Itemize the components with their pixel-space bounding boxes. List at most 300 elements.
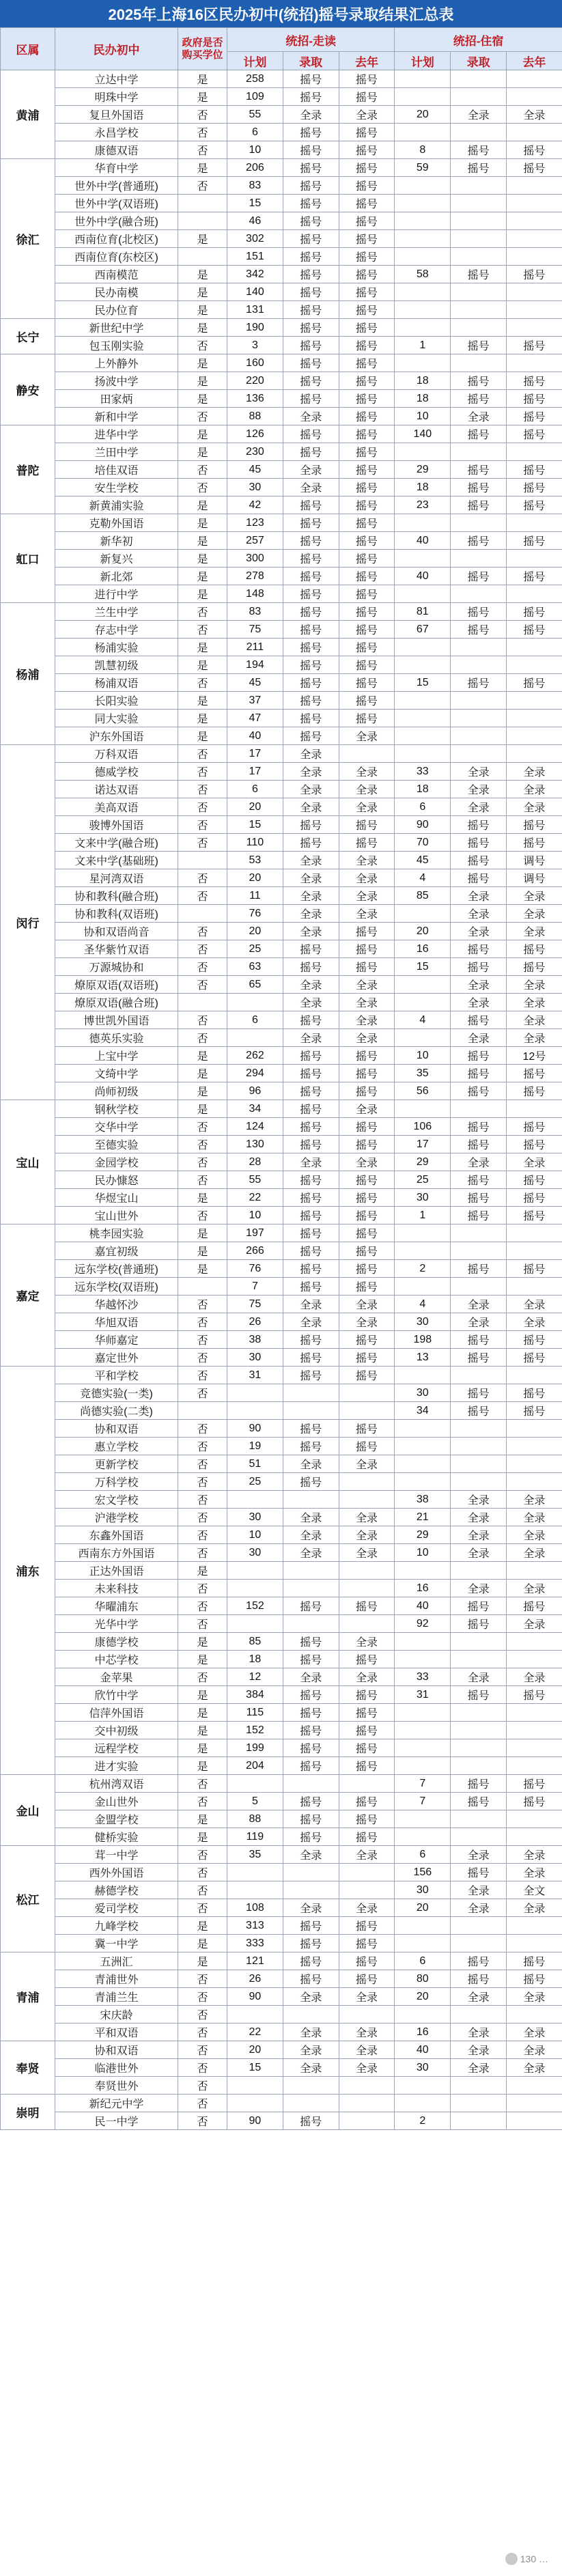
- cell-school: 康德双语: [55, 141, 178, 159]
- cell-walk-plan: [227, 1864, 283, 1881]
- cell-board-plan: 10: [395, 408, 451, 425]
- cell-school: 德英乐实验: [55, 1029, 178, 1047]
- cell-walk-admit: 摇号: [283, 568, 339, 585]
- cell-walk-plan: 22: [227, 1189, 283, 1207]
- cell-board-plan: 140: [395, 425, 451, 443]
- cell-school: 青浦兰生: [55, 1988, 178, 2006]
- cell-board-admit: [451, 2095, 507, 2112]
- cell-school: 进行中学: [55, 585, 178, 603]
- cell-walk-lastyear: 摇号: [339, 159, 395, 177]
- cell-school: 新纪元中学: [55, 2095, 178, 2112]
- table-body: [1, 70, 562, 2130]
- cell-board-lastyear: [506, 354, 562, 372]
- header-board-lastyear: 去年: [506, 52, 562, 70]
- cell-gov: 是: [178, 1100, 227, 1118]
- cell-school: 西南位育(北校区): [55, 230, 178, 248]
- cell-board-admit: [451, 639, 507, 656]
- table-row: [1, 2024, 562, 2041]
- cell-walk-admit: 摇号: [283, 710, 339, 727]
- cell-walk-plan: 25: [227, 940, 283, 958]
- cell-board-admit: [451, 1242, 507, 1260]
- cell-walk-plan: 131: [227, 301, 283, 319]
- cell-walk-lastyear: 摇号: [339, 585, 395, 603]
- cell-walk-lastyear: [339, 1580, 395, 1597]
- cell-board-plan: [395, 1810, 451, 1828]
- cell-board-lastyear: [506, 70, 562, 88]
- cell-board-lastyear: [506, 177, 562, 195]
- cell-board-lastyear: 摇号: [506, 816, 562, 834]
- cell-walk-admit: 摇号: [283, 1722, 339, 1739]
- table-row: [1, 2041, 562, 2059]
- district-name: 长宁: [1, 319, 55, 354]
- cell-board-admit: 全录: [451, 798, 507, 816]
- cell-board-plan: 58: [395, 266, 451, 283]
- cell-board-admit: 全录: [451, 1668, 507, 1686]
- cell-walk-plan: 45: [227, 461, 283, 479]
- cell-board-plan: 30: [395, 1189, 451, 1207]
- cell-board-admit: 全录: [451, 887, 507, 905]
- cell-gov: 是: [178, 283, 227, 301]
- cell-walk-plan: [227, 1615, 283, 1633]
- cell-walk-lastyear: 摇号: [339, 443, 395, 461]
- cell-school: 世外中学(双语班): [55, 195, 178, 212]
- cell-walk-plan: 220: [227, 372, 283, 390]
- table-row: [1, 88, 562, 106]
- district-name: 金山: [1, 1775, 55, 1846]
- cell-school: 爱司学校: [55, 1899, 178, 1917]
- cell-walk-plan: 10: [227, 1207, 283, 1224]
- cell-gov: 否: [178, 1970, 227, 1988]
- cell-walk-admit: 摇号: [283, 1260, 339, 1278]
- cell-board-admit: 摇号: [451, 1402, 507, 1420]
- cell-board-lastyear: 摇号: [506, 1171, 562, 1189]
- cell-school: 临港世外: [55, 2059, 178, 2077]
- cell-board-lastyear: [506, 319, 562, 337]
- cell-board-plan: 18: [395, 781, 451, 798]
- cell-walk-admit: 摇号: [283, 550, 339, 568]
- cell-school: 平和双语: [55, 2024, 178, 2041]
- cell-walk-plan: 55: [227, 1171, 283, 1189]
- table-row: [1, 124, 562, 141]
- cell-board-plan: [395, 1828, 451, 1846]
- cell-board-lastyear: [506, 1473, 562, 1491]
- cell-school: 燎原双语(双语班): [55, 976, 178, 994]
- cell-school: 万源城协和: [55, 958, 178, 976]
- cell-school: 燎原双语(融合班): [55, 994, 178, 1011]
- cell-gov: 否: [178, 834, 227, 852]
- table-row: [1, 869, 562, 887]
- cell-board-lastyear: 全录: [506, 1296, 562, 1313]
- table-row: [1, 1580, 562, 1597]
- cell-board-admit: [451, 195, 507, 212]
- cell-walk-lastyear: 摇号: [339, 1207, 395, 1224]
- cell-board-admit: 全录: [451, 1509, 507, 1526]
- cell-gov: [178, 1402, 227, 1420]
- cell-gov: 是: [178, 550, 227, 568]
- cell-board-admit: 摇号: [451, 496, 507, 514]
- cell-board-admit: [451, 1455, 507, 1473]
- cell-board-lastyear: 摇号: [506, 1349, 562, 1367]
- cell-board-plan: 6: [395, 1846, 451, 1864]
- table-row: [1, 1331, 562, 1349]
- cell-walk-admit: [283, 2077, 339, 2095]
- cell-school: 远东学校(普通班): [55, 1260, 178, 1278]
- cell-walk-lastyear: 摇号: [339, 1065, 395, 1082]
- cell-board-lastyear: 全录: [506, 1864, 562, 1881]
- cell-gov: 否: [178, 1793, 227, 1810]
- cell-board-admit: 摇号: [451, 603, 507, 621]
- cell-walk-lastyear: 摇号: [339, 816, 395, 834]
- cell-walk-lastyear: [339, 2006, 395, 2024]
- cell-walk-admit: 全录: [283, 852, 339, 869]
- cell-board-plan: [395, 550, 451, 568]
- cell-walk-plan: [227, 1580, 283, 1597]
- cell-board-plan: 40: [395, 1597, 451, 1615]
- cell-school: 世外中学(普通班): [55, 177, 178, 195]
- cell-walk-admit: 摇号: [283, 585, 339, 603]
- cell-walk-admit: 摇号: [283, 443, 339, 461]
- cell-board-lastyear: 摇号: [506, 621, 562, 639]
- cell-walk-plan: [227, 1491, 283, 1509]
- cell-walk-admit: 摇号: [283, 70, 339, 88]
- cell-board-plan: [395, 585, 451, 603]
- table-row: [1, 337, 562, 354]
- cell-walk-lastyear: 全录: [339, 1899, 395, 1917]
- table-row: [1, 1065, 562, 1082]
- cell-walk-lastyear: 全录: [339, 106, 395, 124]
- cell-board-plan: 16: [395, 2024, 451, 2041]
- cell-walk-plan: 51: [227, 1455, 283, 1473]
- table-row: [1, 940, 562, 958]
- cell-walk-lastyear: 全录: [339, 798, 395, 816]
- table-row: [1, 1544, 562, 1562]
- cell-walk-admit: 摇号: [283, 1136, 339, 1153]
- cell-walk-lastyear: [339, 1775, 395, 1793]
- cell-board-plan: 16: [395, 940, 451, 958]
- table-row: [1, 834, 562, 852]
- cell-school: 西南模范: [55, 266, 178, 283]
- cell-board-lastyear: [506, 2077, 562, 2095]
- cell-walk-plan: 152: [227, 1597, 283, 1615]
- cell-walk-admit: 摇号: [283, 1597, 339, 1615]
- table-row: [1, 1775, 562, 1793]
- cell-walk-admit: 全录: [283, 106, 339, 124]
- cell-board-plan: 4: [395, 1011, 451, 1029]
- cell-board-admit: 摇号: [451, 1207, 507, 1224]
- cell-walk-admit: 全录: [283, 479, 339, 496]
- cell-board-lastyear: 摇号: [506, 674, 562, 692]
- table-row: [1, 408, 562, 425]
- cell-school: 奉贤世外: [55, 2077, 178, 2095]
- cell-walk-admit: 全录: [283, 1526, 339, 1544]
- table-row: [1, 727, 562, 745]
- district-name: 杨浦: [1, 603, 55, 745]
- cell-walk-admit: 摇号: [283, 1189, 339, 1207]
- cell-board-admit: [451, 1651, 507, 1668]
- cell-walk-lastyear: [339, 1384, 395, 1402]
- cell-gov: 否: [178, 2095, 227, 2112]
- cell-board-admit: 摇号: [451, 1011, 507, 1029]
- cell-walk-plan: 42: [227, 496, 283, 514]
- table-row: [1, 2059, 562, 2077]
- table-row: [1, 319, 562, 337]
- cell-walk-lastyear: 摇号: [339, 1260, 395, 1278]
- cell-school: 立达中学: [55, 70, 178, 88]
- cell-school: 桃李园实验: [55, 1224, 178, 1242]
- cell-gov: 是: [178, 727, 227, 745]
- cell-board-plan: [395, 2006, 451, 2024]
- cell-school: 华煜宝山: [55, 1189, 178, 1207]
- cell-board-admit: 全录: [451, 1544, 507, 1562]
- cell-walk-lastyear: [339, 1473, 395, 1491]
- district-name: 奉贤: [1, 2041, 55, 2095]
- cell-walk-lastyear: 全录: [339, 905, 395, 923]
- cell-board-plan: 56: [395, 1082, 451, 1100]
- cell-board-lastyear: [506, 1562, 562, 1580]
- cell-walk-lastyear: 摇号: [339, 124, 395, 141]
- table-row: [1, 905, 562, 923]
- cell-walk-admit: 全录: [283, 1544, 339, 1562]
- cell-board-plan: [395, 656, 451, 674]
- table-row: [1, 1047, 562, 1065]
- cell-school: 金园学校: [55, 1153, 178, 1171]
- table-row: [1, 1455, 562, 1473]
- cell-school: 凯慧初级: [55, 656, 178, 674]
- cell-board-admit: 全录: [451, 976, 507, 994]
- cell-walk-plan: 206: [227, 159, 283, 177]
- cell-gov: 否: [178, 2059, 227, 2077]
- cell-board-lastyear: 全录: [506, 976, 562, 994]
- cell-gov: 否: [178, 479, 227, 496]
- header-board: 统招-住宿: [395, 28, 562, 52]
- cell-walk-admit: 全录: [283, 1153, 339, 1171]
- cell-gov: 是: [178, 88, 227, 106]
- cell-board-lastyear: 全录: [506, 798, 562, 816]
- table-row: [1, 1864, 562, 1881]
- cell-walk-plan: 90: [227, 2112, 283, 2130]
- district-name: 黄浦: [1, 70, 55, 159]
- cell-board-plan: [395, 283, 451, 301]
- cell-walk-admit: [283, 1881, 339, 1899]
- cell-school: 九峰学校: [55, 1917, 178, 1935]
- cell-board-admit: [451, 212, 507, 230]
- cell-board-admit: 全录: [451, 923, 507, 940]
- cell-walk-admit: 摇号: [283, 1917, 339, 1935]
- cell-school: 未来科技: [55, 1580, 178, 1597]
- cell-school: 存志中学: [55, 621, 178, 639]
- cell-walk-lastyear: 摇号: [339, 354, 395, 372]
- cell-school: 西外外国语: [55, 1864, 178, 1881]
- table-row: [1, 1136, 562, 1153]
- cell-walk-plan: 194: [227, 656, 283, 674]
- cell-school: 协和双语: [55, 2041, 178, 2059]
- cell-school: 光华中学: [55, 1615, 178, 1633]
- cell-board-lastyear: 全录: [506, 2024, 562, 2041]
- cell-board-lastyear: [506, 745, 562, 763]
- table-row: [1, 1633, 562, 1651]
- cell-board-admit: 摇号: [451, 1136, 507, 1153]
- cell-board-plan: 80: [395, 1970, 451, 1988]
- cell-gov: 否: [178, 1881, 227, 1899]
- cell-walk-lastyear: 摇号: [339, 248, 395, 266]
- cell-board-lastyear: 摇号: [506, 479, 562, 496]
- cell-board-admit: 摇号: [451, 568, 507, 585]
- cell-gov: 否: [178, 141, 227, 159]
- cell-gov: 否: [178, 1580, 227, 1597]
- cell-walk-lastyear: 摇号: [339, 283, 395, 301]
- cell-board-admit: [451, 1810, 507, 1828]
- cell-walk-plan: 76: [227, 1260, 283, 1278]
- cell-board-admit: 全录: [451, 763, 507, 781]
- cell-walk-plan: 20: [227, 923, 283, 940]
- cell-walk-plan: 313: [227, 1917, 283, 1935]
- cell-board-admit: [451, 1100, 507, 1118]
- cell-gov: 是: [178, 639, 227, 656]
- cell-board-lastyear: [506, 1810, 562, 1828]
- cell-gov: 否: [178, 1349, 227, 1367]
- cell-board-plan: [395, 1367, 451, 1384]
- cell-walk-admit: 摇号: [283, 1739, 339, 1757]
- cell-school: 进华中学: [55, 425, 178, 443]
- cell-walk-plan: [227, 994, 283, 1011]
- cell-board-lastyear: 全录: [506, 1491, 562, 1509]
- cell-board-plan: [395, 1722, 451, 1739]
- cell-walk-lastyear: 全录: [339, 2059, 395, 2077]
- cell-board-admit: [451, 1917, 507, 1935]
- cell-walk-admit: 摇号: [283, 266, 339, 283]
- cell-board-lastyear: [506, 639, 562, 656]
- cell-school: 协和双语: [55, 1420, 178, 1438]
- cell-walk-admit: 摇号: [283, 124, 339, 141]
- cell-walk-admit: 摇号: [283, 1047, 339, 1065]
- cell-board-plan: 33: [395, 1668, 451, 1686]
- cell-board-lastyear: [506, 2112, 562, 2130]
- cell-walk-plan: 266: [227, 1242, 283, 1260]
- cell-board-admit: [451, 1278, 507, 1296]
- cell-walk-lastyear: [339, 2095, 395, 2112]
- cell-walk-admit: 摇号: [283, 1935, 339, 1952]
- cell-school: 金盟学校: [55, 1810, 178, 1828]
- cell-board-lastyear: [506, 656, 562, 674]
- cell-gov: 否: [178, 1775, 227, 1793]
- cell-board-plan: 1: [395, 337, 451, 354]
- table-row: [1, 1704, 562, 1722]
- cell-board-lastyear: [506, 1100, 562, 1118]
- cell-school: 尚师初级: [55, 1082, 178, 1100]
- table-row: [1, 550, 562, 568]
- cell-gov: 是: [178, 372, 227, 390]
- cell-board-plan: 40: [395, 568, 451, 585]
- cell-walk-admit: 摇号: [283, 958, 339, 976]
- cell-board-lastyear: 全录: [506, 1526, 562, 1544]
- cell-walk-plan: 6: [227, 1011, 283, 1029]
- cell-walk-plan: 65: [227, 976, 283, 994]
- district-name: 崇明: [1, 2095, 55, 2130]
- table-row: [1, 425, 562, 443]
- cell-board-admit: 全录: [451, 1580, 507, 1597]
- cell-board-plan: [395, 1757, 451, 1775]
- cell-walk-admit: 摇号: [283, 195, 339, 212]
- cell-board-lastyear: [506, 2006, 562, 2024]
- cell-walk-admit: 摇号: [283, 1473, 339, 1491]
- cell-school: 沪东外国语: [55, 727, 178, 745]
- table-row: [1, 1207, 562, 1224]
- cell-school: 华育中学: [55, 159, 178, 177]
- cell-school: 西南东方外国语: [55, 1544, 178, 1562]
- cell-walk-plan: 85: [227, 1633, 283, 1651]
- cell-board-admit: [451, 70, 507, 88]
- cell-board-lastyear: [506, 1704, 562, 1722]
- cell-board-admit: 摇号: [451, 141, 507, 159]
- cell-walk-plan: 258: [227, 70, 283, 88]
- cell-board-lastyear: [506, 230, 562, 248]
- cell-walk-admit: [283, 1615, 339, 1633]
- cell-board-lastyear: 摇号: [506, 1952, 562, 1970]
- cell-walk-plan: 3: [227, 337, 283, 354]
- cell-school: 康德学校: [55, 1633, 178, 1651]
- cell-walk-admit: 全录: [283, 1668, 339, 1686]
- cell-walk-lastyear: 摇号: [339, 177, 395, 195]
- cell-gov: 是: [178, 1704, 227, 1722]
- cell-board-lastyear: 摇号: [506, 603, 562, 621]
- cell-gov: 是: [178, 692, 227, 710]
- table-row: [1, 1935, 562, 1952]
- cell-board-plan: 20: [395, 1988, 451, 2006]
- cell-walk-lastyear: [339, 1562, 395, 1580]
- cell-board-lastyear: 全录: [506, 781, 562, 798]
- cell-board-admit: [451, 710, 507, 727]
- table-row: [1, 1473, 562, 1491]
- cell-board-plan: [395, 124, 451, 141]
- district-name: 闵行: [1, 745, 55, 1100]
- cell-board-lastyear: 摇号: [506, 1207, 562, 1224]
- cell-board-plan: 20: [395, 1899, 451, 1917]
- cell-board-lastyear: 全录: [506, 763, 562, 781]
- cell-walk-admit: [283, 2095, 339, 2112]
- district-name: 青浦: [1, 1952, 55, 2041]
- cell-walk-plan: 15: [227, 816, 283, 834]
- cell-walk-admit: 摇号: [283, 425, 339, 443]
- cell-school: 美高双语: [55, 798, 178, 816]
- cell-walk-admit: 全录: [283, 2041, 339, 2059]
- cell-board-lastyear: 摇号: [506, 1793, 562, 1810]
- cell-board-admit: 全录: [451, 1846, 507, 1864]
- cell-school: 赫德学校: [55, 1881, 178, 1899]
- cell-walk-admit: 全录: [283, 887, 339, 905]
- cell-board-admit: 摇号: [451, 1260, 507, 1278]
- cell-gov: 否: [178, 1136, 227, 1153]
- cell-school: 钢秋学校: [55, 1100, 178, 1118]
- cell-board-admit: 摇号: [451, 621, 507, 639]
- cell-gov: 否: [178, 1171, 227, 1189]
- cell-board-plan: [395, 1704, 451, 1722]
- cell-board-admit: 全录: [451, 1988, 507, 2006]
- cell-gov: [178, 852, 227, 869]
- cell-gov: 是: [178, 266, 227, 283]
- cell-board-plan: [395, 1562, 451, 1580]
- cell-walk-admit: 摇号: [283, 639, 339, 656]
- table-row: [1, 674, 562, 692]
- cell-gov: 是: [178, 1722, 227, 1739]
- cell-walk-admit: 全录: [283, 1846, 339, 1864]
- cell-gov: 否: [178, 781, 227, 798]
- table-row: [1, 1917, 562, 1935]
- cell-board-admit: 全录: [451, 1296, 507, 1313]
- cell-board-lastyear: [506, 1242, 562, 1260]
- cell-walk-lastyear: 摇号: [339, 1828, 395, 1846]
- cell-school: 新复兴: [55, 550, 178, 568]
- cell-walk-admit: 全录: [283, 2059, 339, 2077]
